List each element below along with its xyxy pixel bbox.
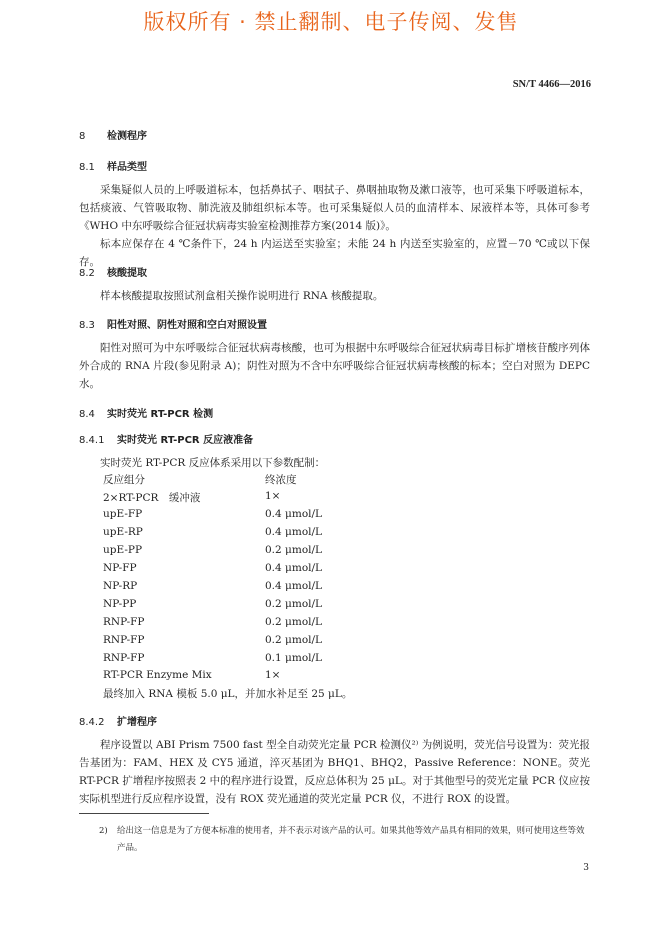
concentration-cell: 0.4 μmol/L: [265, 508, 323, 520]
component-cell: NP-RP: [103, 580, 138, 592]
table-row: [103, 580, 323, 592]
concentration-cell: 0.2 μmol/L: [265, 616, 323, 628]
heading-8-3: [79, 316, 267, 331]
table-row: [103, 562, 323, 574]
table-row: [103, 526, 323, 538]
section-title: 扩增程序: [117, 717, 157, 728]
paragraph-controls: 阳性对照可为中东呼吸综合征冠状病毒核酸，也可为根据中东呼吸综合征冠状病毒目标扩增核苷酸序列体外合成的 RNA 片段(参见附录 A)；阴性对照为不含中东呼吸综合征冠状病毒核酸的标本；空白对照为 DEPC 水。: [79, 342, 590, 390]
heading-8-1: [79, 158, 147, 173]
standard-code: SN/T 4466—2016: [512, 79, 591, 90]
section-number: 8.3: [79, 320, 95, 331]
copyright-watermark: 版权所有 · 禁止翻制、电子传阅、发售: [143, 10, 519, 34]
component-cell: upE-PP: [103, 544, 143, 556]
section-title: 阳性对照、阴性对照和空白对照设置: [107, 320, 267, 331]
component-cell: RT-PCR Enzyme Mix: [103, 669, 212, 681]
paragraph-amplification-program: 程序设置以 ABI Prism 7500 fast 型全自动荧光定量 PCR 检测仪²⁾ 为例说明，荧光信号设置为：荧光报告基团为：FAM、HEX 及 CY5 通道，淬灭基团为 BHQ1、BHQ2，Passive Reference：NONE。荧光 RT-PCR 扩增程序按照表 2 中的程序进行设置，反应总体积为 25 μL。对于其他型号的荧光定量 PCR 仪应按实际机型进行反应程序设置，没有 ROX 荧光通道的荧光定量 PCR 仪，不进行 ROX 的设置。: [79, 739, 590, 805]
footnote-mark: 2): [99, 826, 108, 836]
table-row: [103, 616, 323, 628]
concentration-cell: 1×: [265, 490, 281, 502]
section-number: 8.4.1: [79, 435, 105, 446]
table-row: [103, 634, 323, 646]
component-cell: NP-FP: [103, 562, 137, 574]
component-cell: RNP-FP: [103, 652, 145, 664]
section-title: 检测程序: [107, 131, 147, 142]
section-number: 8.4.2: [79, 717, 105, 728]
table-row: [103, 508, 323, 520]
section-title: 实时荧光 RT-PCR 检测: [107, 409, 214, 420]
paragraph-reaction-intro: 实时荧光 RT-PCR 反应体系采用以下参数配制：: [100, 457, 326, 469]
heading-8-2: [79, 264, 147, 279]
section-number: 8.2: [79, 268, 95, 279]
concentration-cell: 0.2 μmol/L: [265, 598, 323, 610]
heading-8-4-1: [79, 431, 253, 446]
section-number: 8: [79, 131, 86, 142]
component-cell: upE-RP: [103, 526, 143, 538]
concentration-cell: 1×: [265, 669, 281, 681]
section-title: 实时荧光 RT-PCR 反应液准备: [117, 435, 254, 446]
footnote-text: 给出这一信息是为了方便本标准的使用者，并不表示对该产品的认可。如果其他等效产品具有相同的效果，则可使用这些等效产品。: [117, 826, 585, 853]
section-number: 8.4: [79, 409, 95, 420]
component-cell: NP-PP: [103, 598, 137, 610]
component-cell: 2×RT-PCR 缓冲液: [103, 492, 201, 504]
table-header: [103, 472, 297, 487]
paragraph-sample-types: 采集疑似人员的上呼吸道标本，包括鼻拭子、咽拭子、鼻咽抽取物及漱口液等，也可采集下呼吸道标本，包括痰液、气管吸取物、肺洗液及肺组织标本等。也可采集疑似人员的血清样本、尿液样本等，具体可参考《WHO 中东呼吸综合征冠状病毒实验室检测推荐方案(2014 版)》。: [79, 184, 590, 232]
column-header-component: 反应组分: [103, 474, 145, 486]
concentration-cell: 0.4 μmol/L: [265, 580, 323, 592]
concentration-cell: 0.2 μmol/L: [265, 544, 323, 556]
table-row: [103, 544, 323, 556]
component-cell: upE-FP: [103, 508, 143, 520]
footnote-divider: [79, 813, 209, 814]
concentration-cell: 0.4 μmol/L: [265, 526, 323, 538]
page-number: 3: [583, 863, 589, 873]
table-row: [103, 490, 281, 505]
heading-8: [79, 127, 147, 142]
table-row: [103, 669, 281, 681]
section-number: 8.1: [79, 162, 95, 173]
concentration-cell: 0.4 μmol/L: [265, 562, 323, 574]
component-cell: RNP-FP: [103, 616, 145, 628]
section-title: 样品类型: [107, 162, 147, 173]
component-cell: RNP-FP: [103, 634, 145, 646]
concentration-cell: 0.2 μmol/L: [265, 634, 323, 646]
table-row: [103, 652, 323, 664]
paragraph-sample-storage: 标本应保存在 4 ℃条件下，24 h 内运送至实验室；未能 24 h 内送至实验室的，应置－70 ℃或以下保存。: [79, 238, 590, 268]
heading-8-4-2: [79, 713, 157, 728]
heading-8-4: [79, 405, 213, 420]
footnote: [99, 823, 589, 857]
final-volume-note: 最终加入 RNA 模板 5.0 μL，并加水补足至 25 μL。: [103, 688, 353, 700]
column-header-concentration: 终浓度: [265, 474, 297, 486]
table-row: [103, 598, 323, 610]
concentration-cell: 0.1 μmol/L: [265, 652, 323, 664]
section-title: 核酸提取: [107, 268, 147, 279]
paragraph-extraction: 样本核酸提取按照试剂盒相关操作说明进行 RNA 核酸提取。: [100, 290, 384, 302]
